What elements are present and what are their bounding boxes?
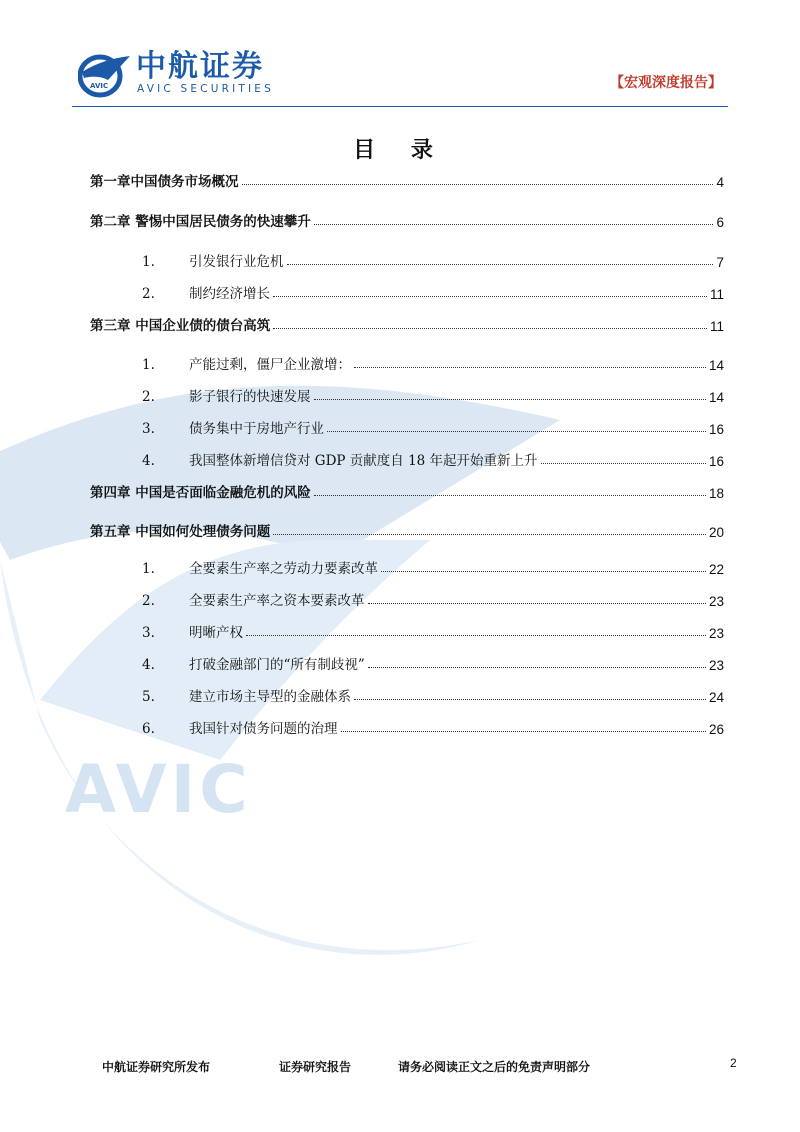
toc-entry-text: 我国针对债务问题的治理: [189, 721, 338, 737]
toc-entry-page: 11: [709, 319, 724, 334]
toc-entry-page: 20: [708, 525, 724, 540]
toc-entry-page: 7: [716, 255, 724, 270]
toc-entry-number: 1.: [142, 254, 155, 270]
toc-entry-number: 6.: [142, 721, 155, 737]
report-type-label: 【宏观深度报告】: [610, 75, 722, 91]
toc-entry-number: 4.: [142, 657, 155, 673]
toc-entry[interactable]: [90, 683, 724, 705]
toc-entry-text: 全要素生产率之劳动力要素改革: [189, 561, 378, 577]
toc-dot-leader: [368, 602, 706, 604]
toc-entry-page: 14: [708, 390, 724, 405]
toc-entry[interactable]: [90, 587, 724, 609]
toc-entry-text: 我国整体新增信贷对 GDP 贡献度自 18 年起开始重新上升: [189, 453, 538, 469]
toc-dot-leader: [273, 327, 707, 329]
toc-entry-text: 影子银行的快速发展: [189, 389, 311, 405]
toc-entry-number: 3.: [142, 625, 155, 641]
toc-dot-leader: [327, 430, 706, 432]
toc-entry[interactable]: [90, 415, 724, 437]
toc-entry-text: 明晰产权: [189, 625, 243, 641]
logo-english-name: AVIC SECURITIES: [137, 83, 274, 95]
toc-entry[interactable]: [90, 715, 724, 737]
toc-entry[interactable]: [90, 351, 724, 373]
toc-entry-page: 16: [708, 454, 724, 469]
svg-text:AVIC: AVIC: [90, 82, 109, 90]
footer-publisher: 中航证券研究所发布: [102, 1060, 211, 1074]
toc-entry-page: 26: [708, 722, 724, 737]
toc-entry-number: 4.: [142, 453, 155, 469]
company-logo: [78, 50, 298, 98]
toc-entry-text: 建立市场主导型的金融体系: [189, 689, 351, 705]
toc-entry-number: 2.: [142, 593, 155, 609]
toc-entry[interactable]: [90, 619, 724, 641]
toc-dot-leader: [273, 533, 706, 535]
toc-entry-text: 打破金融部门的“所有制歧视”: [189, 657, 365, 673]
logo-chinese-name: 中航证券: [136, 49, 264, 84]
toc-entry-text: 第一章中国债务市场概况: [90, 174, 239, 190]
toc-entry-page: 23: [708, 594, 724, 609]
toc-dot-leader: [246, 634, 706, 636]
toc-dot-leader: [541, 462, 706, 464]
toc-dot-leader: [381, 570, 706, 572]
toc-entry-page: 11: [709, 287, 724, 302]
watermark-text: AVIC: [65, 751, 252, 828]
toc-dot-leader: [273, 295, 707, 297]
toc-entry-text: 债务集中于房地产行业: [189, 421, 324, 437]
toc-entry[interactable]: [90, 651, 724, 673]
toc-entry[interactable]: [90, 248, 724, 270]
toc-entry[interactable]: [90, 208, 724, 230]
toc-entry-number: 3.: [142, 421, 155, 437]
toc-dot-leader: [314, 398, 706, 400]
toc-dot-leader: [354, 366, 706, 368]
toc-entry-number: 1.: [142, 357, 155, 373]
toc-entry-text: 引发银行业危机: [189, 254, 284, 270]
toc-entry[interactable]: [90, 312, 724, 334]
toc-entry[interactable]: [90, 479, 724, 501]
toc-entry-text: 全要素生产率之资本要素改革: [189, 593, 365, 609]
toc-entry-number: 5.: [142, 689, 155, 705]
toc-entry-number: 2.: [142, 286, 155, 302]
page-footer: [0, 1052, 800, 1082]
toc-entry[interactable]: [90, 447, 724, 469]
toc-entry-number: 1.: [142, 561, 155, 577]
toc-dot-leader: [242, 183, 714, 185]
toc-entry-text: 第二章 警惕中国居民债务的快速攀升: [90, 214, 311, 230]
toc-entry[interactable]: [90, 518, 724, 540]
toc-dot-leader: [287, 263, 714, 265]
toc-entry-number: 2.: [142, 389, 155, 405]
toc-entry-page: 22: [708, 562, 724, 577]
toc-dot-leader: [341, 730, 706, 732]
toc-entry-text: 产能过剩，僵尸企业激增：: [189, 357, 351, 373]
avic-logo-icon: [78, 50, 130, 98]
toc-entry-text: 第四章 中国是否面临金融危机的风险: [90, 485, 311, 501]
toc-entry-page: 23: [708, 658, 724, 673]
toc-entry[interactable]: [90, 168, 724, 190]
toc-dot-leader: [354, 698, 706, 700]
toc-entry-page: 6: [716, 215, 724, 230]
toc-entry[interactable]: [90, 555, 724, 577]
toc-entry-page: 16: [708, 422, 724, 437]
toc-entry-text: 第五章 中国如何处理债务问题: [90, 524, 271, 540]
page-header: [0, 0, 800, 110]
toc-dot-leader: [314, 494, 706, 496]
header-divider: [72, 106, 728, 107]
page-number: 2: [730, 1056, 737, 1070]
toc-entry-text: 制约经济增长: [189, 286, 270, 302]
toc-entry-page: 14: [708, 358, 724, 373]
toc-dot-leader: [314, 223, 714, 225]
toc-dot-leader: [368, 666, 706, 668]
footer-report-label: 证券研究报告: [279, 1060, 352, 1074]
footer-disclaimer: 请务必阅读正文之后的免责声明部分: [398, 1060, 591, 1074]
toc-entry[interactable]: [90, 383, 724, 405]
toc-entry-text: 第三章 中国企业债的债台高筑: [90, 318, 271, 334]
toc-entry-page: 4: [716, 175, 724, 190]
toc-entry-page: 24: [708, 690, 724, 705]
toc-title: 目 录: [353, 138, 447, 163]
toc-entry[interactable]: [90, 280, 724, 302]
toc-entry-page: 23: [708, 626, 724, 641]
toc-entry-page: 18: [708, 486, 724, 501]
